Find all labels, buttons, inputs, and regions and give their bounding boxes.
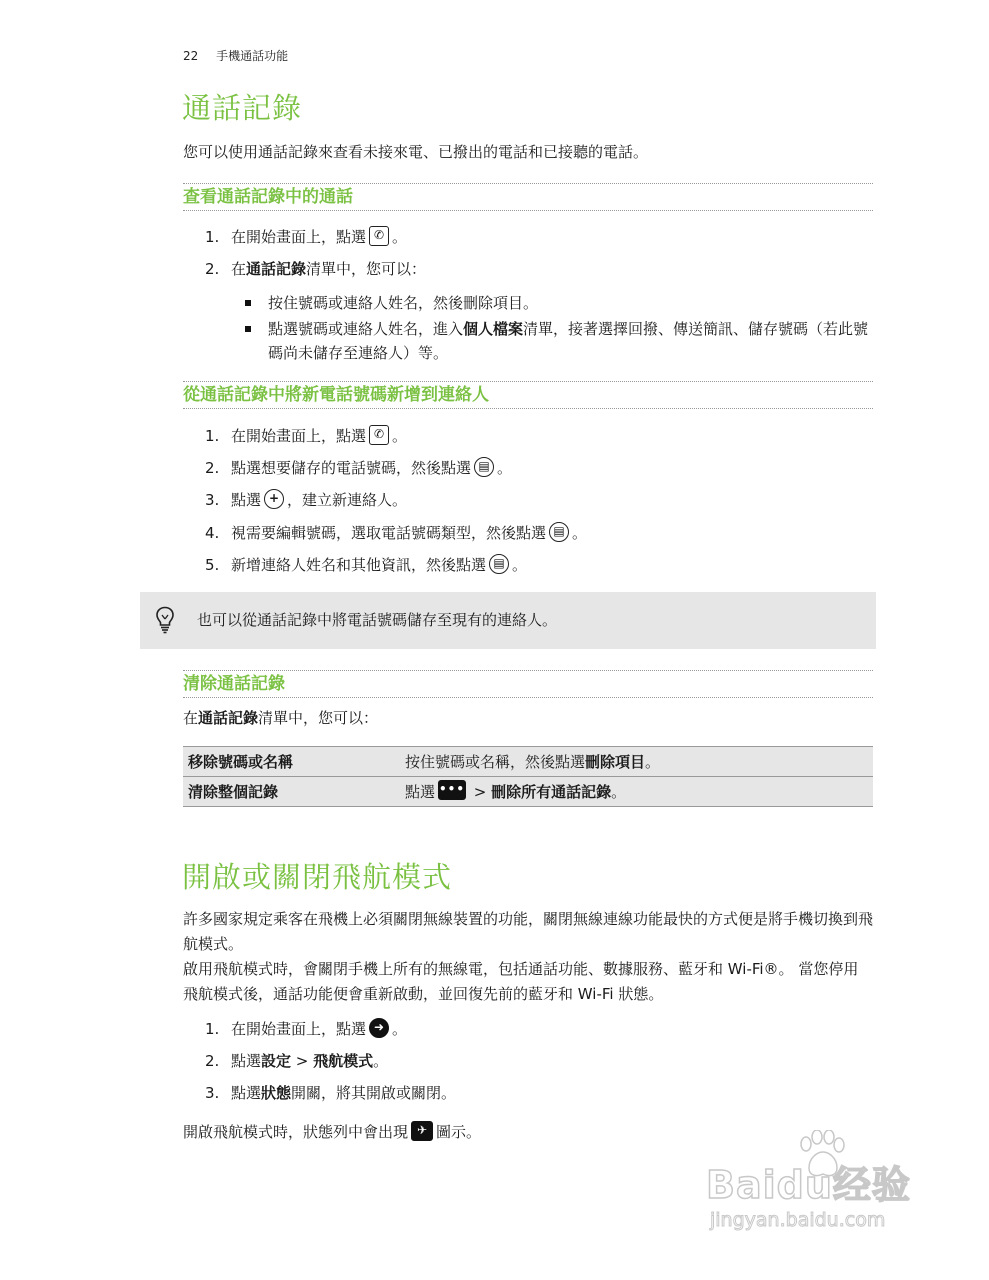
watermark-url: jingyan.baidu.com — [710, 1209, 886, 1231]
table-cell-desc: 點選 ••• > 刪除所有通話記錄。 — [400, 777, 873, 807]
subsection-title-add-contact: 從通話記錄中將新電話號碼新增到連絡人 — [183, 381, 873, 409]
section-title-call-log: 通話記錄 — [182, 91, 303, 125]
airplane-step-3: 3. 點選狀態開關，將其開啟或關閉。 — [205, 1084, 457, 1102]
airplane-step-1: 1. 在開始畫面上，點選 ➜ 。 — [205, 1019, 408, 1038]
airplane-icon: ✈ — [411, 1121, 433, 1141]
table-cell-label: 清除整個記錄 — [183, 777, 400, 807]
bullet-marker — [245, 300, 251, 306]
more-icon: ••• — [438, 780, 466, 800]
add-step-3: 3. 點選 + ，建立新連絡人。 — [205, 490, 408, 509]
save-icon: ▤ — [474, 457, 494, 477]
page-header — [183, 47, 288, 64]
bullet-marker — [245, 326, 251, 332]
section-title-airplane-mode: 開啟或關閉飛航模式 — [182, 860, 453, 894]
clear-log-intro: 在通話記錄清單中，您可以： — [183, 709, 379, 727]
watermark — [700, 1130, 940, 1240]
table-row — [183, 747, 873, 777]
add-step-2: 2. 點選想要儲存的電話號碼，然後點選 ▤ 。 — [205, 458, 513, 477]
add-step-4: 4. 視需要編輯號碼，選取電話號碼類型，然後點選 ▤ 。 — [205, 523, 588, 542]
add-icon: + — [264, 489, 284, 509]
table-row — [183, 777, 873, 807]
lightbulb-icon — [155, 606, 175, 634]
add-step-5: 5. 新增連絡人姓名和其他資訊，然後點選 ▤ 。 — [205, 555, 528, 574]
chapter-title: 手機通話功能 — [216, 49, 289, 63]
table-cell-label: 移除號碼或名稱 — [183, 747, 400, 777]
save-icon: ▤ — [489, 554, 509, 574]
add-step-1: 1. 在開始畫面上，點選 ✆ 。 — [205, 426, 408, 445]
save-icon: ▤ — [549, 522, 569, 542]
bullet-item: 按住號碼或連絡人姓名，然後刪除項目。 — [245, 291, 875, 315]
tip-text: 也可以從通話記錄中將電話號碼儲存至現有的連絡人。 — [197, 611, 558, 629]
airplane-para-1: 許多國家規定乘客在飛機上必須關閉無線裝置的功能，關閉無線連線功能最快的方式便是將手機切換到飛航模式。 — [183, 910, 874, 953]
page-number: 22 — [183, 49, 199, 63]
bullet-item: 點選號碼或連絡人姓名，進入個人檔案清單，接著選擇回撥、傳送簡訊、儲存號碼（若此號碼尚未儲存至連絡人）等。 — [245, 317, 875, 365]
watermark-brand: Baidu经验 — [706, 1163, 911, 1207]
subsection-title-clear-log: 清除通話記錄 — [183, 670, 873, 698]
phone-icon: ✆ — [369, 226, 389, 246]
phone-icon: ✆ — [369, 425, 389, 445]
airplane-outro: 開啟飛航模式時，狀態列中會出現 ✈ 圖示。 — [183, 1122, 482, 1141]
airplane-step-2: 2. 點選設定 > 飛航模式。 — [205, 1052, 389, 1070]
view-step-1: 1. 在開始畫面上，點選 ✆ 。 — [205, 227, 408, 246]
airplane-para-2: 啟用飛航模式時，會關閉手機上所有的無線電，包括通話功能、數據服務、藍牙和 Wi-Fi®。 當您停用飛航模式後，通話功能便會重新啟動，並回復先前的藍牙和 Wi-Fi 狀態。 — [183, 960, 859, 1003]
tip-box — [140, 592, 876, 649]
subsection-title-view-calls: 查看通話記錄中的通話 — [183, 183, 873, 211]
clear-options-table — [183, 746, 873, 807]
arrow-right-icon: ➜ — [369, 1018, 389, 1038]
table-cell-desc: 按住號碼或名稱，然後點選刪除項目。 — [400, 747, 873, 777]
view-step-2: 2. 在通話記錄清單中，您可以： — [205, 260, 427, 278]
call-log-intro: 您可以使用通話記錄來查看未接來電、已撥出的電話和已接聽的電話。 — [183, 143, 649, 161]
